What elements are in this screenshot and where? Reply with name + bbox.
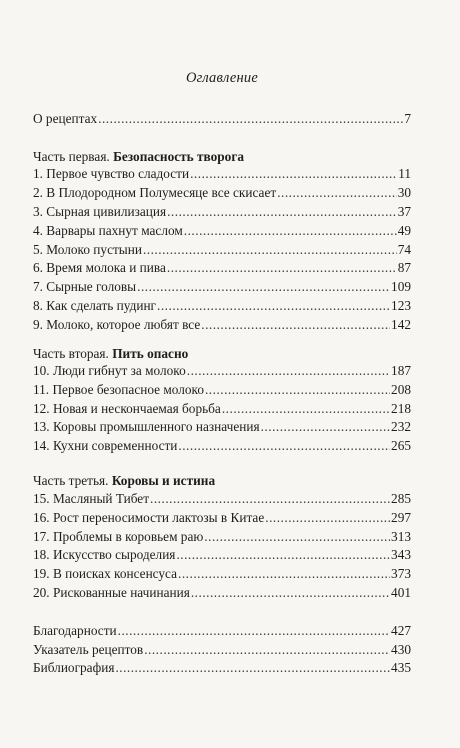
toc-entry <box>33 315 411 334</box>
dot-leader <box>150 489 390 508</box>
toc-entry <box>33 202 411 221</box>
entry-page: 187 <box>391 363 411 378</box>
toc-entry <box>33 545 411 564</box>
entry-page: 313 <box>391 529 411 544</box>
entry-label: 10. Люди гибнут за молоко <box>33 363 186 378</box>
entry-label: 7. Сырные головы <box>33 279 137 294</box>
entry-label: 13. Коровы промышленного назначения <box>33 419 260 434</box>
entry-page: 49 <box>397 223 411 238</box>
part-name: Пить опасно <box>112 346 189 361</box>
entry-page: 30 <box>397 185 411 200</box>
dot-leader <box>261 417 390 436</box>
part-name: Коровы и истина <box>111 473 216 488</box>
part-heading-3 <box>33 471 411 490</box>
entry-page: 218 <box>391 401 411 416</box>
dot-leader <box>118 621 390 640</box>
entry-page: 11 <box>398 166 411 181</box>
dot-leader <box>222 399 390 418</box>
toc-entry <box>33 399 411 418</box>
entry-page: 208 <box>391 382 411 397</box>
dot-leader <box>167 258 397 277</box>
entry-page: 265 <box>391 438 411 453</box>
entry-label: 20. Рискованные начинания <box>33 585 190 600</box>
toc-entry <box>33 240 411 259</box>
toc-entry-back <box>33 640 411 659</box>
entry-label: 11. Первое безопасное молоко <box>33 382 204 397</box>
entry-page: 87 <box>397 260 411 275</box>
dot-leader <box>201 315 390 334</box>
toc-entry <box>33 527 411 546</box>
dot-leader <box>176 545 390 564</box>
toc-entry <box>33 361 411 380</box>
entry-page: 297 <box>391 510 411 525</box>
dot-leader <box>191 583 390 602</box>
toc-title: Оглавление <box>186 70 258 86</box>
entry-page: 401 <box>391 585 411 600</box>
entry-label: 8. Как сделать пудинг <box>33 298 157 313</box>
dot-leader <box>204 527 390 546</box>
toc-entry <box>33 221 411 240</box>
entry-page: 37 <box>397 204 411 219</box>
dot-leader <box>157 296 390 315</box>
entry-page: 7 <box>404 111 411 126</box>
toc-entry-back <box>33 658 411 677</box>
toc-entry-intro <box>33 109 411 128</box>
entry-label: 2. В Плодородном Полумесяце все скисает <box>33 185 277 200</box>
entry-label: 12. Новая и нескончаемая борьба <box>33 401 221 416</box>
entry-page: 109 <box>391 279 411 294</box>
entry-label: Указатель рецептов <box>33 642 144 657</box>
entry-page: 373 <box>391 566 411 581</box>
toc-entry <box>33 564 411 583</box>
entry-label: 1. Первое чувство сладости <box>33 166 190 181</box>
entry-label: 3. Сырная цивилизация <box>33 204 167 219</box>
entry-label: 9. Молоко, которое любят все <box>33 317 201 332</box>
entry-label: Благодарности <box>33 623 117 638</box>
entry-label: 4. Варвары пахнут маслом <box>33 223 183 238</box>
dot-leader <box>144 640 390 659</box>
dot-leader <box>178 436 390 455</box>
toc-entry <box>33 508 411 527</box>
dot-leader <box>115 658 390 677</box>
dot-leader <box>265 508 390 527</box>
toc-entry <box>33 296 411 315</box>
dot-leader <box>190 164 397 183</box>
entry-page: 430 <box>391 642 411 657</box>
toc-entry <box>33 489 411 508</box>
entry-page: 74 <box>397 242 411 257</box>
dot-leader <box>143 240 397 259</box>
entry-label: 19. В поисках консенсуса <box>33 566 178 581</box>
entry-page: 285 <box>391 491 411 506</box>
entry-page: 427 <box>391 623 411 638</box>
part-prefix: Часть первая. <box>33 149 110 164</box>
part-name: Безопасность творога <box>113 149 245 164</box>
entry-label: 6. Время молока и пива <box>33 260 166 275</box>
part-prefix: Часть третья. <box>33 473 109 488</box>
toc-entry <box>33 380 411 399</box>
entry-label: 18. Искусство сыроделия <box>33 547 176 562</box>
entry-label: 14. Кухни современности <box>33 438 178 453</box>
entry-label: 5. Молоко пустыни <box>33 242 142 257</box>
part-prefix: Часть вторая. <box>33 346 109 361</box>
entry-page: 232 <box>391 419 411 434</box>
toc-entry <box>33 277 411 296</box>
entry-label: 17. Проблемы в коровьем раю <box>33 529 204 544</box>
dot-leader <box>277 183 397 202</box>
dot-leader <box>137 277 390 296</box>
entry-page: 142 <box>391 317 411 332</box>
entry-label: О рецептах <box>33 111 98 126</box>
entry-page: 123 <box>391 298 411 313</box>
entry-label: 16. Рост переносимости лактозы в Китае <box>33 510 265 525</box>
dot-leader <box>167 202 397 221</box>
toc-entry <box>33 183 411 202</box>
toc-entry <box>33 417 411 436</box>
toc-entry-back <box>33 621 411 640</box>
dot-leader <box>184 221 397 240</box>
entry-page: 343 <box>391 547 411 562</box>
dot-leader <box>98 109 403 128</box>
dot-leader <box>205 380 390 399</box>
entry-label: 15. Масляный Тибет <box>33 491 150 506</box>
dot-leader <box>187 361 390 380</box>
dot-leader <box>178 564 390 583</box>
entry-label: Библиография <box>33 660 115 675</box>
toc-entry <box>33 436 411 455</box>
toc-entry <box>33 258 411 277</box>
toc-entry <box>33 164 411 183</box>
toc-entry <box>33 583 411 602</box>
entry-page: 435 <box>391 660 411 675</box>
